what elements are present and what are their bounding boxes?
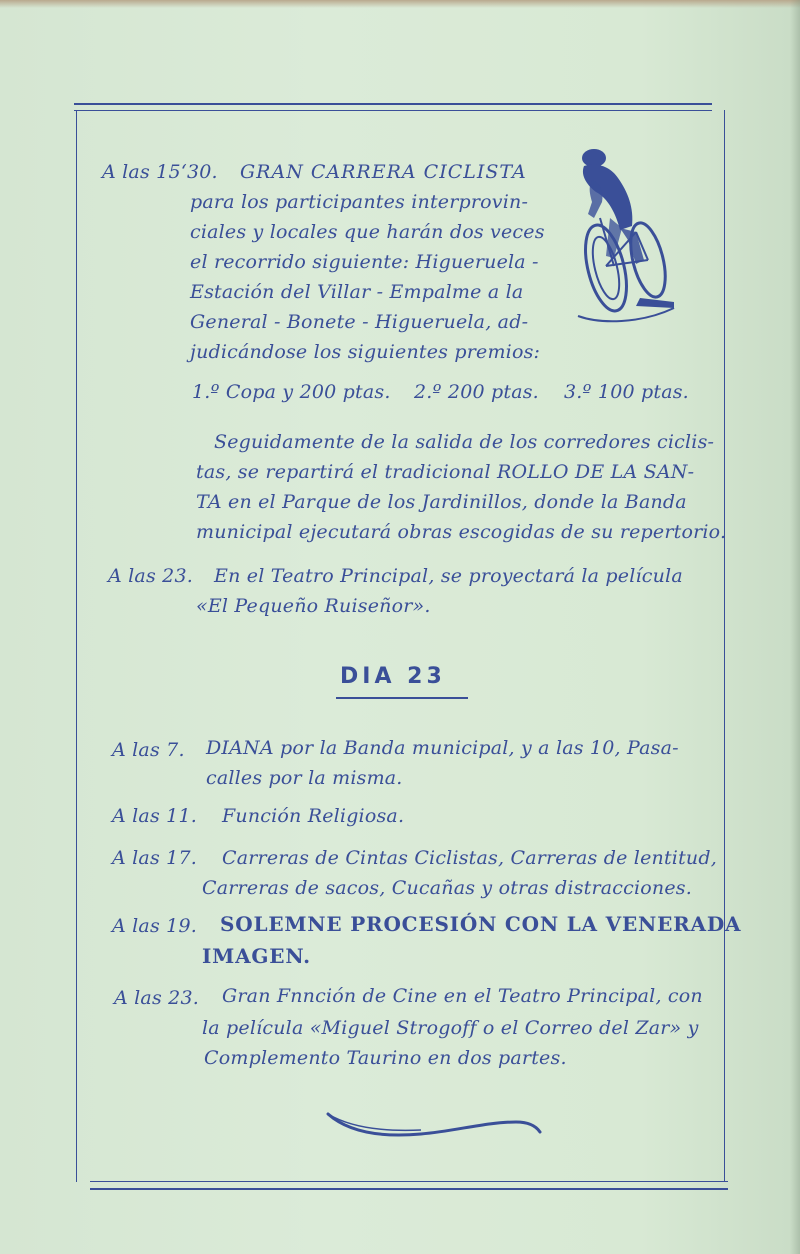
paper-edge-top [0, 0, 800, 8]
d23-time-7: A las 7. [112, 739, 185, 761]
race-line-4: Estación del Villar - Empalme a la [190, 281, 524, 303]
race-line-6: judicándose los siguientes premios: [190, 341, 541, 363]
swash-ornament [326, 1108, 546, 1142]
rollo-line-4: municipal ejecutará obras escogidas de su repertorio. [196, 521, 727, 543]
prize-third: 3.º 100 ptas. [564, 381, 689, 403]
d23-time-19: A las 19. [112, 915, 197, 937]
d23-item-19-line-2: IMAGEN. [202, 944, 311, 968]
d23-item-23-line-3: Complemento Taurino en dos partes. [204, 1047, 567, 1069]
race-line-1: para los participantes interprovin- [190, 191, 529, 213]
d23-item-7-line-1: DIANA por la Banda municipal, y a las 10, Pasa- [206, 737, 679, 759]
cinema-line-2: «El Pequeño Ruiseñor». [196, 595, 431, 617]
frame-left-rule [76, 110, 77, 1182]
frame-top-rule [74, 103, 712, 105]
prize-first: 1.º Copa y 200 ptas. [192, 381, 391, 403]
rollo-line-3: TA en el Parque de los Jardinillos, donde la Banda [196, 491, 687, 513]
d23-item-7-line-2: calles por la misma. [206, 767, 403, 789]
cyclist-icon [570, 148, 682, 328]
paper-edge-right [790, 0, 800, 1254]
day-heading: DIA 23 [340, 664, 446, 689]
d23-time-17: A las 17. [112, 847, 197, 869]
d23-item-11-line-1: Función Religiosa. [222, 805, 405, 827]
frame-bottom-rule [90, 1188, 728, 1190]
day-heading-underline [336, 697, 468, 699]
race-line-5: General - Bonete - Higueruela, ad- [190, 311, 529, 333]
d23-item-17-line-1: Carreras de Cintas Ciclistas, Carreras de lentitud, [222, 847, 717, 869]
d23-item-17-line-2: Carreras de sacos, Cucañas y otras distracciones. [202, 877, 692, 899]
time-23: A las 23. [108, 565, 193, 587]
race-line-2: ciales y locales que harán dos veces [190, 221, 545, 243]
prize-second: 2.º 200 ptas. [414, 381, 539, 403]
d23-item-23-line-2: la película «Miguel Strogoff o el Correo del Zar» y [202, 1017, 699, 1039]
d23-time-11: A las 11. [112, 805, 197, 827]
race-title: GRAN CARRERA CICLISTA [240, 161, 527, 183]
frame-right-rule [724, 110, 725, 1182]
frame-bottom-rule-inner [90, 1181, 728, 1182]
rollo-line-2: tas, se repartirá el tradicional ROLLO DE LA SAN- [196, 461, 695, 483]
d23-item-23-line-1: Gran Fnnción de Cine en el Teatro Principal, con [222, 985, 703, 1007]
cinema-line-1: En el Teatro Principal, se proyectará la película [214, 565, 683, 587]
time-15-30: A las 15‘30. [102, 161, 218, 183]
frame-top-rule-inner [74, 110, 712, 111]
d23-item-19-line-1: SOLEMNE PROCESIÓN CON LA VENERADA [220, 912, 742, 936]
d23-time-23: A las 23. [114, 987, 199, 1009]
rollo-line-1: Seguidamente de la salida de los corredores ciclis- [214, 431, 715, 453]
race-line-3: el recorrido siguiente: Higueruela - [190, 251, 539, 273]
